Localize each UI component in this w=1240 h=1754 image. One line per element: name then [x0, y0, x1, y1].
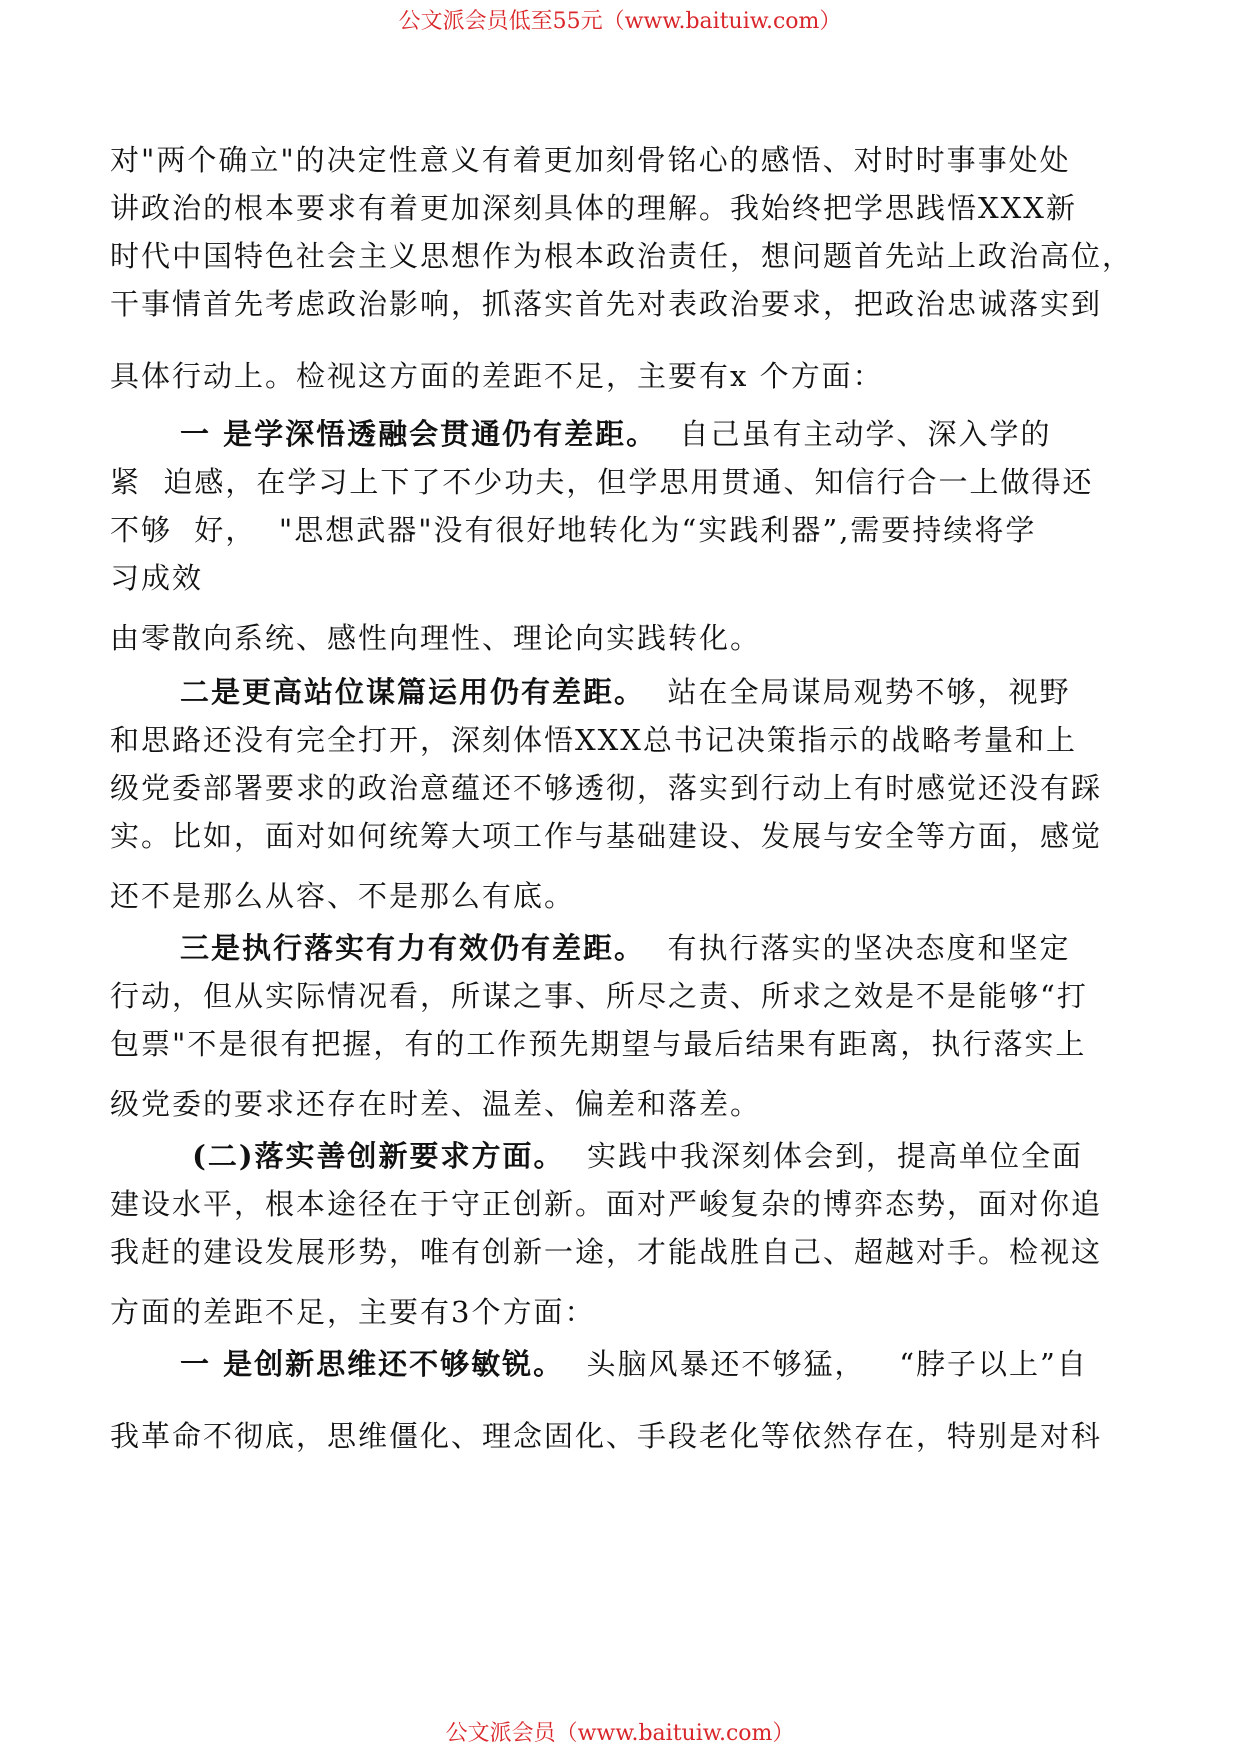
header-banner: 公文派会员低至55元（www.baituiw.com） [398, 9, 842, 34]
text-line: 方面的差距不足，主要有3个方面： [110, 1295, 596, 1329]
text-line: 级党委部署要求的政治意蕴还不够透彻，落实到行动上有时感觉还没有踩 [110, 771, 1103, 805]
innovation-item-heading-line [180, 1346, 1088, 1382]
text-line: 我赶的建设发展形势，唯有创新一途，才能战胜自己、超越对手。检视这 [110, 1235, 1103, 1269]
item-three-heading-line [180, 930, 1070, 966]
item-two-heading-line [180, 674, 1070, 710]
item-heading: 一 是学深悟透融会贯通仍有差距。 [180, 417, 658, 451]
item-text: 有执行落实的坚决态度和坚定 [645, 931, 1071, 965]
footer-banner: 公文派会员（www.baituiw.com） [445, 1721, 795, 1746]
text-line: 由零散向系统、感性向理性、理论向实践转化。 [110, 621, 762, 655]
text-line: 行动，但从实际情况看，所谋之事、所尽之责、所求之效是不是能够“打 [110, 979, 1088, 1013]
text-line: 级党委的要求还存在时差、温差、偏差和落差。 [110, 1087, 762, 1121]
text-line: 讲政治的根本要求有着更加深刻具体的理解。我始终把学思践悟XXX新 [110, 191, 1077, 225]
item-heading: 一 是创新思维还不够敏锐。 [180, 1347, 565, 1381]
text-line: 我革命不彻底，思维僵化、理念固化、手段老化等依然存在，特别是对科 [110, 1419, 1103, 1453]
text-line: 时代中国特色社会主义思想作为根本政治责任，想问题首先站上政治高位， [110, 239, 1134, 273]
text-line: 实。比如，面对如何统筹大项工作与基础建设、发展与安全等方面，感觉 [110, 819, 1103, 853]
text-line: 干事情首先考虑政治影响，抓落实首先对表政治要求，把政治忠诚落实到 [110, 287, 1103, 321]
text-line: 紧 迫感，在学习上下了不少功夫，但学思用贯通、知信行合一上做得还 [110, 465, 1094, 499]
text-line: 具体行动上。检视这方面的差距不足，主要有x 个方面： [110, 359, 884, 393]
text-line: 还不是那么从容、不是那么有底。 [110, 879, 576, 913]
item-heading: 三是执行落实有力有效仍有差距。 [180, 931, 646, 965]
item-one-heading-line [180, 416, 1052, 452]
text-line: 建设水平，根本途径在于守正创新。面对严峻复杂的博弈态势，面对你追 [110, 1187, 1103, 1221]
item-text: 站在全局谋局观势不够，视野 [645, 675, 1071, 709]
text-line: 习成效 [110, 561, 204, 595]
section-heading: (二)落实善创新要求方面。 [180, 1139, 565, 1173]
item-text: 自己虽有主动学、深入学的 [657, 417, 1052, 451]
text-line: 不够 好， "思想武器"没有很好地转化为“实践利器”,需要持续将学 [110, 513, 1037, 547]
item-heading: 二是更高站位谋篇运用仍有差距。 [180, 675, 646, 709]
item-text: 头脑风暴还不够猛， “脖子以上”自 [564, 1347, 1088, 1381]
text-line: 对"两个确立"的决定性意义有着更加刻骨铭心的感悟、对时时事事处处 [110, 143, 1071, 177]
section-two-heading-line [180, 1138, 1083, 1174]
text-line: 包票"不是很有把握，有的工作预先期望与最后结果有距离，执行落实上 [110, 1027, 1087, 1061]
text-line: 和思路还没有完全打开，深刻体悟XXX总书记决策指示的战略考量和上 [110, 723, 1077, 757]
section-text: 实践中我深刻体会到，提高单位全面 [564, 1139, 1083, 1173]
